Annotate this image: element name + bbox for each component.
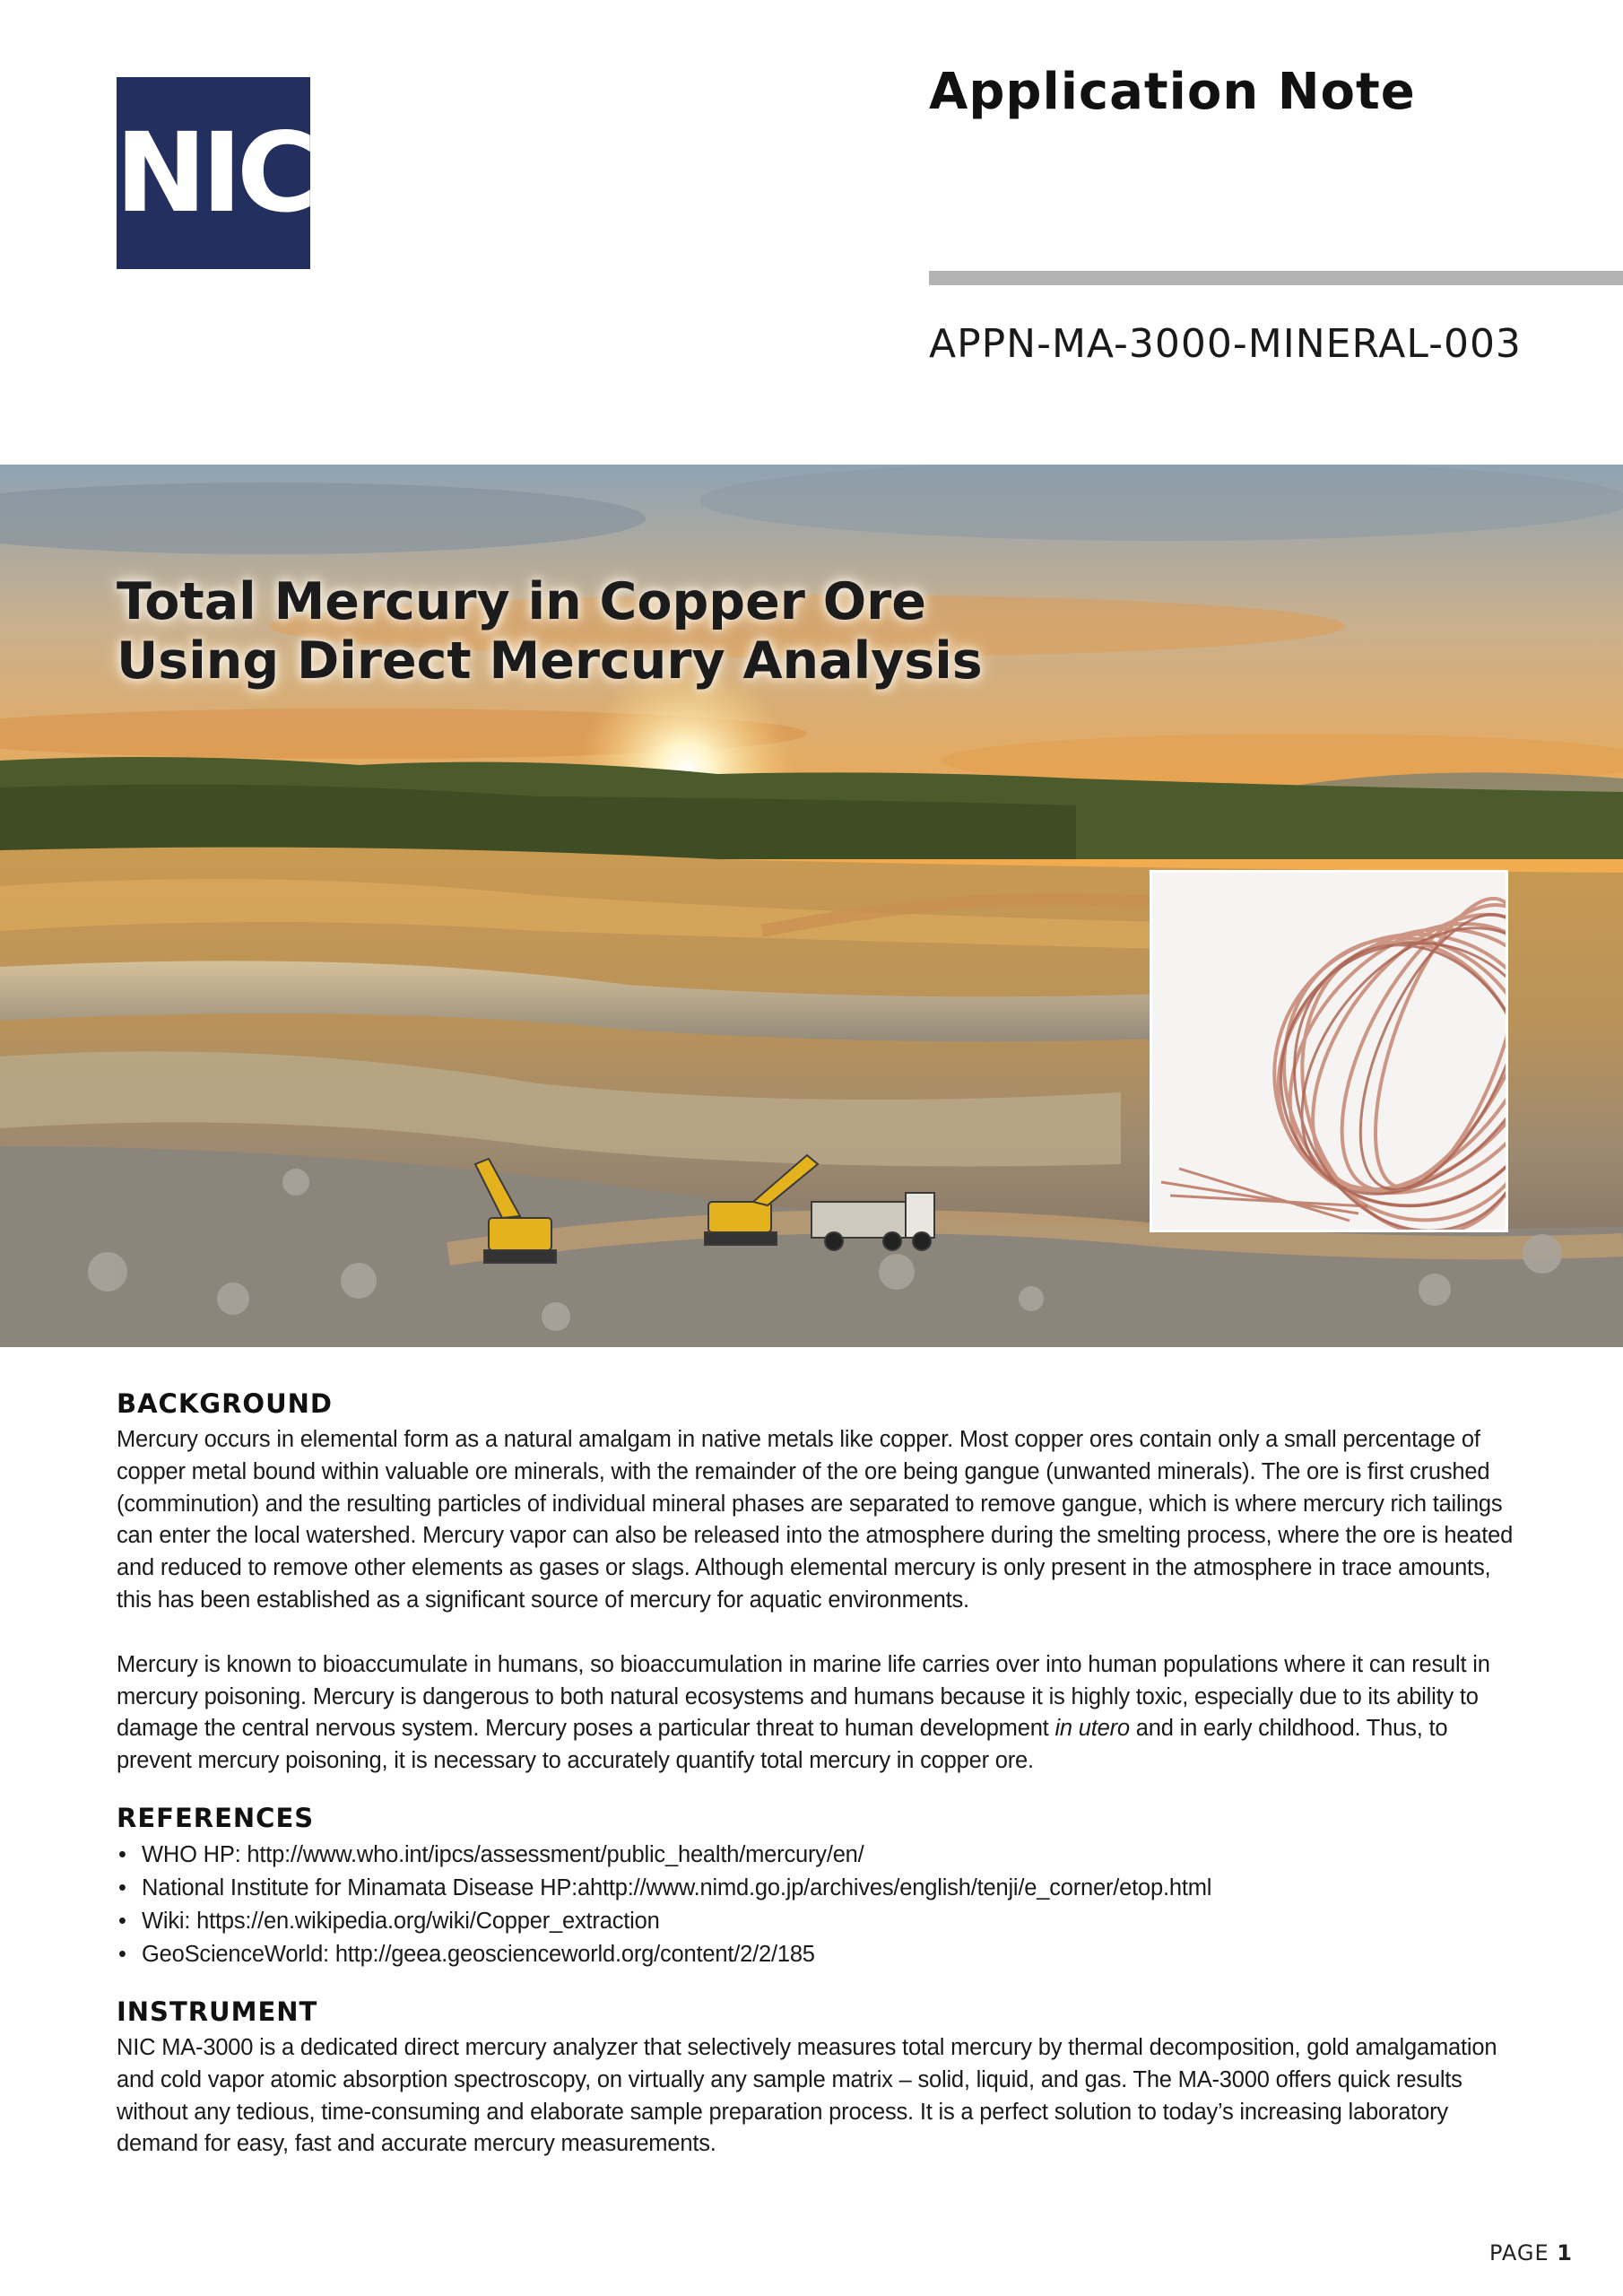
logo-text: NIC (115, 109, 312, 237)
background-paragraph-2-end: and in early childhood. Thus, to prevent mercury poisoning, it is necessary to accurately quantify total mercury in copper ore. (117, 1716, 1448, 1774)
document-title (117, 572, 983, 691)
reference-item: • WHO HP: http://www.who.int/ipcs/assessment/public_health/mercury/en/ (117, 1839, 1515, 1872)
page-number-value: 1 (1557, 2240, 1573, 2266)
header-divider (929, 271, 1623, 285)
background-paragraph-1: Mercury occurs in elemental form as a natural amalgam in native metals like copper. Most copper ores contain only a small percentage of copper metal bound within valuable ore minerals, with the remainder of the ore being gangue (unwanted minerals). The ore is first crushed (comminution) and the resulting particles of individual mineral phases are separated to remove gangue, which is where mercury rich tailings can enter the local watershed. Mercury vapor can also be released into the atmosphere during the smelting process, where the ore is heated and reduced to remove other elements as gases or slags. Although elemental mercury is only present in the atmosphere in trace amounts, this has been established as a significant source of mercury for aquatic environments. (117, 1427, 1514, 1613)
nic-logo (117, 77, 310, 269)
copper-wire-coil (1152, 873, 1508, 1232)
instrument-paragraph: NIC MA-3000 is a dedicated direct mercury analyzer that selectively measures total mercury by thermal decomposition, gold amalgamation and cold vapor atomic absorption spectroscopy, on virtually any sample matrix – solid, liquid, and gas. The MA-3000 offers quick results without any tedious, time-consuming and elaborate sample preparation process. It is a perfect solution to today’s increasing laboratory demand for easy, fast and accurate mercury measurements. (117, 2034, 1497, 2157)
background-paragraph-2 (117, 1649, 1515, 1778)
reference-item: • National Institute for Minamata Disease HP:ahttp://www.nimd.go.jp/archives/english/tenji/e_corner/etop.html (117, 1872, 1515, 1905)
reference-item: • GeoScienceWorld: http://geea.geoscienceworld.org/content/2/2/185 (117, 1938, 1515, 1971)
main-content (117, 1388, 1515, 2161)
instrument-heading: INSTRUMENT (117, 1996, 318, 2027)
document-type-label: Application Note (929, 63, 1416, 121)
references-heading: REFERENCES (117, 1802, 315, 1833)
page-label: PAGE (1488, 2240, 1549, 2266)
hero-banner (0, 465, 1623, 1347)
background-heading: BACKGROUND (117, 1388, 333, 1419)
document-code: APPN-MA-3000-MINERAL-003 (929, 321, 1522, 367)
background-paragraph-2-start: Mercury is known to bioaccumulate in humans, so bioaccumulation in marine life carries over into human populations where it can result in mercury poisoning. Mercury is dangerous to both natural ecosystems and humans because it is highly toxic, especially due to its ability to damage the central nervous system. Mercury poses a particular threat to human development (117, 1651, 1490, 1742)
in-utero-italic: in utero (1055, 1716, 1130, 1742)
title-line-1: Total Mercury in Copper Ore (117, 572, 926, 631)
reference-item: • Wiki: https://en.wikipedia.org/wiki/Copper_extraction (117, 1905, 1515, 1938)
title-line-2: Using Direct Mercury Analysis (117, 631, 983, 691)
page-number (1489, 2240, 1573, 2266)
copper-wire-inset-image (1150, 870, 1508, 1232)
references-list (117, 1839, 1515, 1971)
